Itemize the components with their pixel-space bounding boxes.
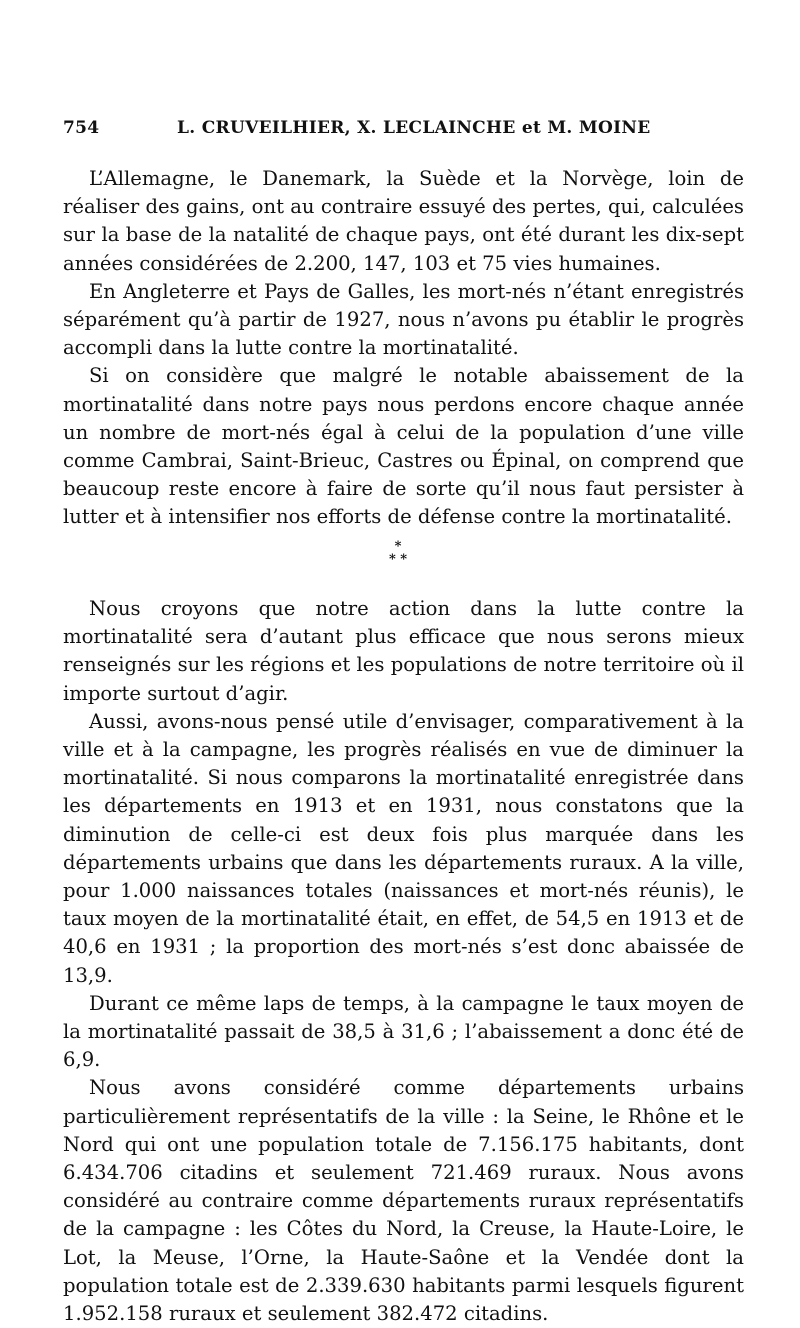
text-block-upper [63, 165, 744, 532]
paragraph: Durant ce même laps de temps, à la campagne le taux moyen de la mortinatalité passait de 38,5 à 31,6 ; l’abaissement a donc été de 6,9. [63, 991, 744, 1072]
paragraph: En Angleterre et Pays de Galles, les mort-nés n’étant enregistrés séparément qu’à partir de 1927, nous n’avons pu établir le progrès accompli dans la lutte contre la mortinatalité. [63, 279, 744, 360]
asterism-bottom: * * [388, 552, 408, 567]
paragraph: Nous avons considéré comme départements urbains particulièrement représentatifs de la ville : la Seine, le Rhône et le Nord qui ont une population totale de 7.156.175 habitants, dont 6.434.706 citadins et seulement 721.469 ruraux. Nous avons considéré au contraire comme départements ruraux représentatifs de la campagne : les Côtes du Nord, la Creuse, la Haute-Loire, le Lot, la Meuse, l’Orne, la Haute-Saône et la Vendée dont la population totale est de 2.339.630 habitants parmi lesquels figurent 1.952.158 ruraux et seulement 382.472 citadins. [63, 1076, 744, 1326]
running-header-authors: L. CRUVEILHIER, X. LECLAINCHE et M. MOINE [177, 118, 651, 138]
paragraph: Nous croyons que notre action dans la lutte contre la mortinatalité sera d’autant plus efficace que nous serons mieux renseignés sur les régions et les populations de notre territoire où il importe surtout d’agir. [63, 597, 744, 705]
paragraph: Si on considère que malgré le notable abaissement de la mortinatalité dans notre pays nous perdons encore chaque année un nombre de mort-nés égal à celui de la population d’une ville comme Cambrai, Saint-Brieuc, Castres ou Épinal, on comprend que beaucoup reste encore à faire de sorte qu’il nous faut persister à lutter et à intensifier nos efforts de défense contre la mortinatalité. [63, 364, 744, 529]
section-separator-asterism [368, 540, 428, 566]
paragraph: Aussi, avons-nous pensé utile d’envisager, comparativement à la ville et à la campagne, les progrès réalisés en vue de diminuer la mortinatalité. Si nous comparons la mortinatalité enregistrée dans les départements en 1913 et en 1931, nous constatons que la diminution de celle-ci est deux fois plus marquée dans les départements urbains que dans les départements ruraux. A la ville, pour 1.000 naissances totales (naissances et mort-nés réunis), le taux moyen de la mortinatalité était, en effet, de 54,5 en 1913 et de 40,6 en 1931 ; la proportion des mort-nés s’est donc abaissée de 13,9. [63, 709, 744, 987]
paragraph: L’Allemagne, le Danemark, la Suède et la Norvège, loin de réaliser des gains, ont au contraire essuyé des pertes, qui, calculées sur la base de la natalité de chaque pays, ont été durant les dix-sept années considérées de 2.200, 147, 103 et 75 vies humaines. [63, 167, 744, 275]
text-block-lower [63, 595, 744, 1328]
page-number: 754 [63, 118, 100, 138]
asterism-top: * [394, 539, 402, 554]
